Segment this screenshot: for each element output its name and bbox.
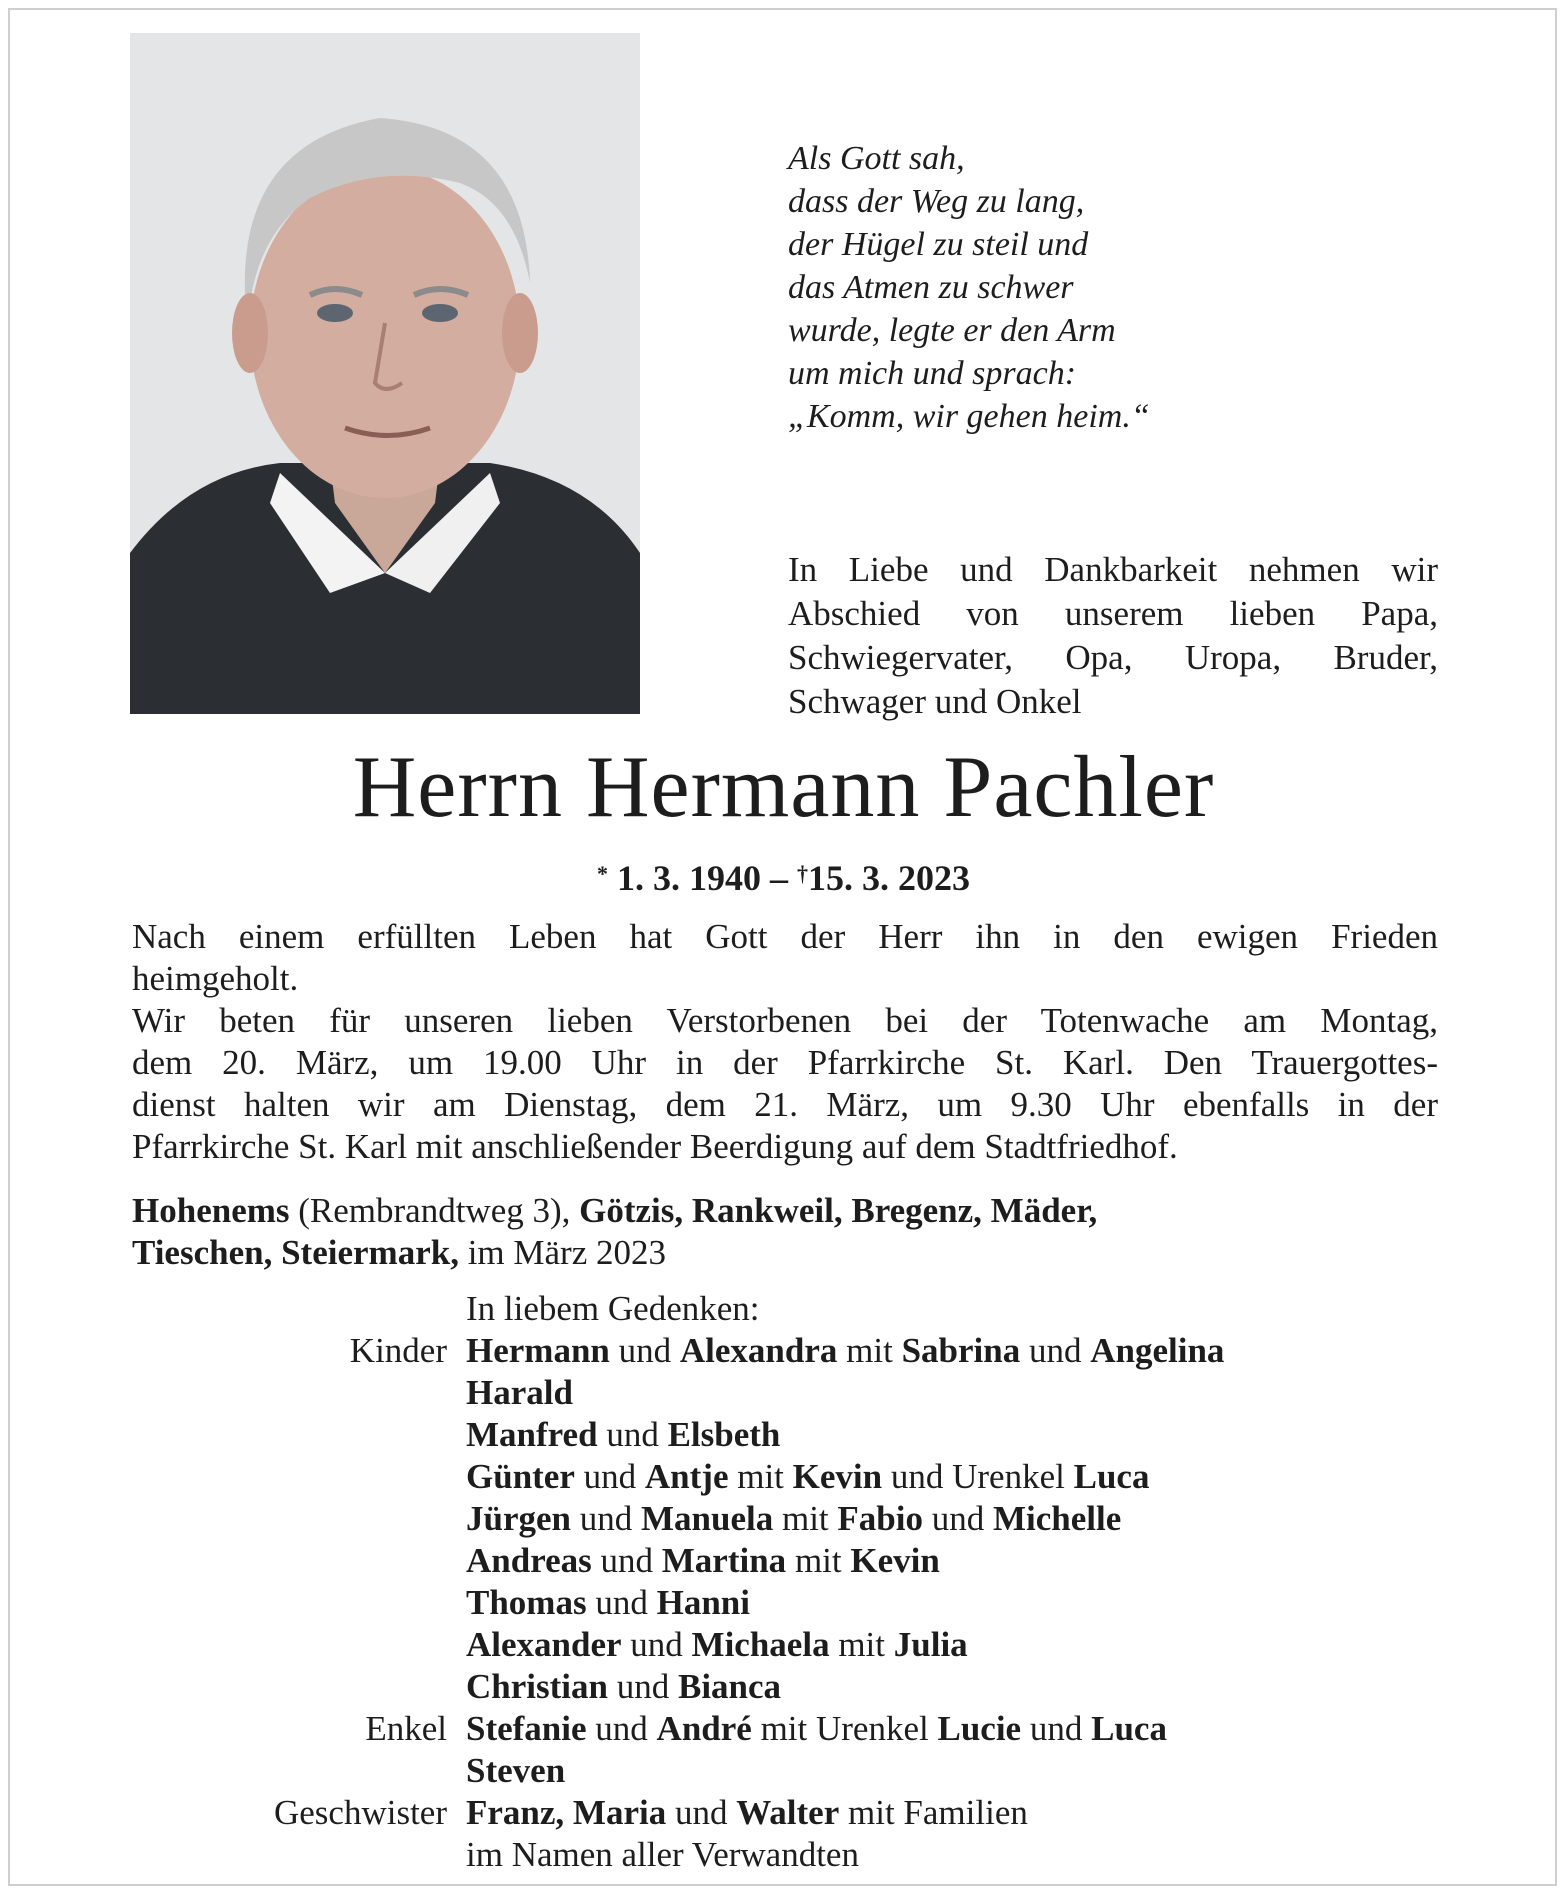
connector-text: mit xyxy=(837,1331,902,1370)
family-row xyxy=(0,1414,1567,1456)
connector-text: und xyxy=(923,1499,993,1538)
notice-line: Nach einem erfüllten Leben hat Gott der Herr ihn in den ewigen Frieden xyxy=(132,917,1438,956)
intro-line: Schwiegervater, Opa, Uropa, Bruder, xyxy=(788,638,1438,677)
connector-text: und xyxy=(586,1583,657,1622)
member-name: Alexandra xyxy=(679,1331,838,1370)
member-name: Lucie xyxy=(937,1709,1022,1748)
member-name: André xyxy=(656,1709,752,1748)
member-name: Andreas xyxy=(466,1541,592,1580)
birth-symbol: * xyxy=(597,861,608,886)
notice-line: Pfarrkirche St. Karl mit anschließender Beerdigung auf dem Stadtfriedhof. xyxy=(132,1127,1178,1166)
poem-line: der Hügel zu steil und xyxy=(788,226,1089,263)
member-name: Kevin xyxy=(792,1457,883,1496)
member-name: Alexander xyxy=(466,1625,622,1664)
intro-line: Abschied von unserem lieben Papa, xyxy=(788,594,1438,633)
member-name: Elsbeth xyxy=(667,1415,781,1454)
notice-line: heimgeholt. xyxy=(132,959,299,998)
poem-line: das Atmen zu schwer xyxy=(788,269,1074,306)
family-row xyxy=(0,1498,1567,1540)
connector-text: mit xyxy=(773,1499,838,1538)
connector-text: und xyxy=(666,1793,737,1832)
notice-line: dienst halten wir am Dienstag, dem 21. März, um 9.30 Uhr ebenfalls in der xyxy=(132,1085,1438,1124)
family-members xyxy=(466,1750,565,1792)
deceased-name: Herrn Hermann Pachler xyxy=(352,739,1215,836)
member-name: Manuela xyxy=(641,1499,774,1538)
member-name: Michelle xyxy=(993,1499,1122,1538)
connector-text: und xyxy=(621,1625,692,1664)
connector-text: und xyxy=(1021,1709,1092,1748)
family-row xyxy=(0,1372,1567,1414)
town-name: Hohenems xyxy=(132,1191,290,1230)
connector-text: und xyxy=(586,1709,657,1748)
connector-text: mit xyxy=(728,1457,793,1496)
member-name: Franz, Maria xyxy=(466,1793,667,1832)
family-members xyxy=(466,1624,968,1666)
member-name: Hanni xyxy=(656,1583,750,1622)
death-date: 15. 3. 2023 xyxy=(808,858,970,898)
connector-text: und xyxy=(607,1667,678,1706)
other-places-2: Tieschen, Steiermark, xyxy=(132,1233,459,1272)
portrait-photo xyxy=(130,33,640,714)
notice-text xyxy=(132,916,1438,1168)
poem-line: „Komm, wir gehen heim.“ xyxy=(788,398,1150,435)
member-name: Bianca xyxy=(677,1667,782,1706)
places-line xyxy=(132,1190,1438,1274)
family-members xyxy=(466,1372,573,1414)
family-role-label: Kinder xyxy=(349,1331,447,1370)
family-members xyxy=(466,1666,781,1708)
member-name: Stefanie xyxy=(466,1709,587,1748)
member-name: Luca xyxy=(1073,1457,1150,1496)
family-row xyxy=(0,1708,1567,1750)
member-name: Julia xyxy=(893,1625,968,1664)
life-dates xyxy=(0,856,1567,900)
family-members xyxy=(466,1414,780,1456)
family-closing-row xyxy=(0,1834,1567,1876)
other-places-1: Götzis, Rankweil, Bregenz, Mäder, xyxy=(579,1191,1098,1230)
member-name: Walter xyxy=(736,1793,840,1832)
connector-text: und xyxy=(597,1415,668,1454)
connector-text: und Urenkel xyxy=(882,1457,1074,1496)
notice-line: dem 20. März, um 19.00 Uhr in der Pfarrkirche St. Karl. Den Trauergottes- xyxy=(132,1043,1438,1082)
member-name: Steven xyxy=(466,1751,566,1790)
member-name: Michaela xyxy=(691,1625,830,1664)
connector-text: mit Familien xyxy=(839,1793,1028,1832)
member-name: Christian xyxy=(466,1667,608,1706)
member-name: Sabrina xyxy=(901,1331,1021,1370)
family-heading: In liebem Gedenken: xyxy=(466,1289,760,1328)
family-list xyxy=(0,1288,1567,1876)
member-name: Günter xyxy=(466,1457,575,1496)
family-members xyxy=(466,1330,1224,1372)
family-members xyxy=(466,1498,1121,1540)
notice-date: im März 2023 xyxy=(458,1233,666,1272)
connector-text: und xyxy=(574,1457,645,1496)
family-role-label: Enkel xyxy=(365,1709,447,1748)
poem-line: dass der Weg zu lang, xyxy=(788,183,1085,220)
connector-text: und xyxy=(1020,1331,1091,1370)
member-name: Harald xyxy=(466,1373,573,1412)
family-members xyxy=(466,1582,750,1624)
date-dash: – xyxy=(770,858,788,898)
member-name: Antje xyxy=(644,1457,729,1496)
member-name: Luca xyxy=(1091,1709,1167,1748)
family-members xyxy=(466,1540,940,1582)
birth-date: 1. 3. 1940 xyxy=(617,858,761,898)
family-row xyxy=(0,1792,1567,1834)
connector-text: und xyxy=(571,1499,641,1538)
poem-line: Als Gott sah, xyxy=(788,140,965,177)
member-name: Angelina xyxy=(1090,1331,1225,1370)
connector-text: mit xyxy=(829,1625,894,1664)
member-name: Kevin xyxy=(850,1541,940,1580)
connector-text: und xyxy=(591,1541,662,1580)
member-name: Martina xyxy=(661,1541,787,1580)
family-row xyxy=(0,1540,1567,1582)
farewell-intro xyxy=(788,548,1438,724)
family-row xyxy=(0,1624,1567,1666)
family-members xyxy=(466,1456,1149,1498)
member-name: Jürgen xyxy=(466,1499,571,1538)
family-members xyxy=(466,1792,1028,1834)
poem-line: wurde, legte er den Arm xyxy=(788,312,1116,349)
family-heading-row xyxy=(0,1288,1567,1330)
member-name: Thomas xyxy=(466,1583,587,1622)
death-symbol: † xyxy=(797,861,808,886)
connector-text: mit xyxy=(786,1541,851,1580)
notice-line: Wir beten für unseren lieben Verstorbenen bei der Totenwache am Montag, xyxy=(132,1001,1438,1040)
family-role-label: Geschwister xyxy=(273,1793,447,1832)
member-name: Fabio xyxy=(837,1499,923,1538)
family-row xyxy=(0,1582,1567,1624)
family-row xyxy=(0,1330,1567,1372)
connector-text: und xyxy=(609,1331,680,1370)
memorial-poem xyxy=(788,137,1150,438)
family-row xyxy=(0,1456,1567,1498)
member-name: Manfred xyxy=(466,1415,598,1454)
portrait-illustration xyxy=(130,33,640,714)
family-row xyxy=(0,1666,1567,1708)
intro-line: Schwager und Onkel xyxy=(788,682,1082,721)
member-name: Hermann xyxy=(466,1331,610,1370)
family-row xyxy=(0,1750,1567,1792)
family-closing: im Namen aller Verwandten xyxy=(466,1835,859,1874)
poem-line: um mich und sprach: xyxy=(788,355,1077,392)
town-address: (Rembrandtweg 3), xyxy=(289,1191,580,1230)
intro-line: In Liebe und Dankbarkeit nehmen wir xyxy=(788,550,1438,589)
family-members xyxy=(466,1708,1167,1750)
connector-text: mit Urenkel xyxy=(751,1709,938,1748)
